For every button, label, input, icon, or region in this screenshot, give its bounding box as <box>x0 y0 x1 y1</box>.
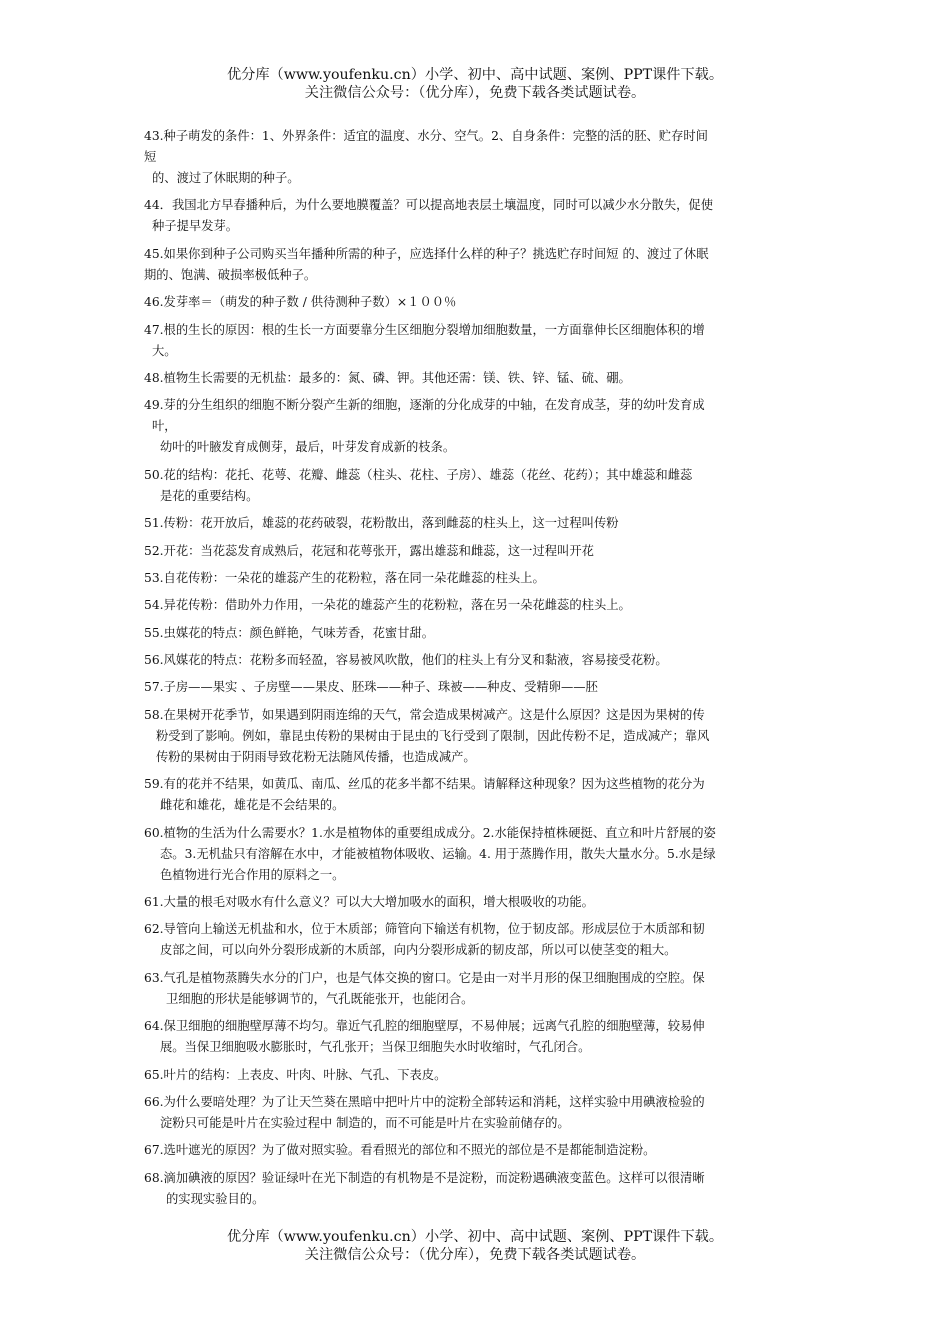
list-item-59 <box>144 774 808 816</box>
list-item-57 <box>144 677 808 698</box>
list-item-44 <box>144 195 808 237</box>
item-60-line-3: 色植物进行光合作用的原料之一。 <box>160 867 345 882</box>
item-59-line-2: 雌花和雄花，雄花是不会结果的。 <box>160 798 345 813</box>
list-item-47 <box>144 320 808 362</box>
item-58-line-2: 粉受到了影响。例如，靠昆虫传粉的果树由于昆虫的飞行受到了限制，因此传粉不足，造成减产；靠风 <box>156 728 710 743</box>
list-item-56 <box>144 650 808 671</box>
item-63-line-2: 卫细胞的形状是能够调节的，气孔既能张开，也能闭合。 <box>166 991 474 1006</box>
item-45-line-2: 期的、饱满、破损率极低种子。 <box>144 267 317 282</box>
item-68-line-2: 的实现实验目的。 <box>166 1191 265 1206</box>
item-64-line-1: 64.保卫细胞的细胞壁厚薄不均匀。靠近气孔腔的细胞壁厚，不易伸展；远离气孔腔的细胞壁薄，较易伸 <box>144 1019 705 1034</box>
list-item-45 <box>144 244 808 286</box>
item-64-line-2: 展。当保卫细胞吸水膨胀时，气孔张开；当保卫细胞失水时收缩时，气孔闭合。 <box>160 1040 591 1055</box>
list-item-54 <box>144 595 808 616</box>
item-60-line-2: 态。3.无机盐只有溶解在水中，才能被植物体吸收、运输。4. 用于蒸腾作用，散失大量水分。5.水是绿 <box>160 846 716 861</box>
list-item-48 <box>144 368 808 389</box>
item-50-line-1: 50.花的结构：花托、花萼、花瓣、雌蕊（柱头、花柱、子房）、雄蕊（花丝、花药）；其中雄蕊和雌蕊 <box>144 467 693 482</box>
list-item-51 <box>144 513 808 534</box>
item-65-line-1: 65.叶片的结构：上表皮、叶肉、叶脉、气孔、下表皮。 <box>144 1067 447 1082</box>
list-item-46 <box>144 292 808 313</box>
list-item-67 <box>144 1140 808 1161</box>
item-43-line-3: 的、渡过了休眠期的种子。 <box>152 171 300 185</box>
footer-line-1: 优分库（www.youfenku.cn）小学、初中、高中试题、案例、PPT课件下载。 <box>226 1229 724 1245</box>
item-68-line-1: 68.滴加碘液的原因？验证绿叶在光下制造的有机物是不是淀粉，而淀粉遇碘液变蓝色。这样可以很清晰 <box>144 1170 705 1185</box>
list-item-50 <box>144 465 808 507</box>
item-62-line-1: 62.导管向上输送无机盐和水，位于木质部；筛管向下输送有机物，位于韧皮部。形成层位于木质部和韧 <box>144 922 705 937</box>
item-44-line-1: 44．我国北方早春播种后，为什么要地膜覆盖？可以提高地表层土壤温度，同时可以减少水分散失，促使 <box>144 198 714 213</box>
item-63-line-1: 63.气孔是植物蒸腾失水分的门户，也是气体交换的窗口。它是由一对半月形的保卫细胞围成的空腔。保 <box>144 970 705 985</box>
item-48-line-1: 48.植物生长需要的无机盐：最多的：氮、磷、钾。其他还需：镁、铁、锌、锰、硫、硼。 <box>144 370 631 385</box>
item-67-line-1: 67.选叶遮光的原因？为了做对照实验。看看照光的部位和不照光的部位是不是都能制造淀粉。 <box>144 1143 656 1158</box>
list-item-65 <box>144 1065 808 1086</box>
list-item-62 <box>144 919 808 961</box>
list-item-61 <box>144 892 808 913</box>
list-item-68 <box>144 1168 808 1210</box>
item-46-line-1: 46.发芽率＝（萌发的种子数 / 供待测种子数）×１００％ <box>144 295 457 310</box>
item-53-line-1: 53.自花传粉：一朵花的雄蕊产生的花粉粒，落在同一朵花雌蕊的柱头上。 <box>144 570 545 585</box>
page-footer <box>0 1228 950 1264</box>
item-47-line-2: 大。 <box>152 343 177 358</box>
item-44-line-2: 种子提早发芽。 <box>152 219 239 234</box>
list-item-60 <box>144 823 808 886</box>
page-header <box>0 66 950 102</box>
item-66-line-1: 66.为什么要暗处理？为了让天竺葵在黑暗中把叶片中的淀粉全部转运和消耗，这样实验中用碘液检验的 <box>144 1094 705 1109</box>
item-59-line-1: 59.有的花并不结果，如黄瓜、南瓜、丝瓜的花多半都不结果。请解释这种现象？因为这些植物的花分为 <box>144 777 705 792</box>
item-50-line-2: 是花的重要结构。 <box>160 488 259 503</box>
item-61-line-1: 61.大量的根毛对吸水有什么意义？可以大大增加吸水的面积，增大根吸收的功能。 <box>144 895 594 910</box>
item-54-line-1: 54.异花传粉：借助外力作用，一朵花的雄蕊产生的花粉粒，落在另一朵花雌蕊的柱头上。 <box>144 598 631 613</box>
item-45-line-1: 45.如果你到种子公司购买当年播种所需的种子，应选择什么样的种子？挑选贮存时间短 的、渡过了休眠 <box>144 246 709 261</box>
list-item-63 <box>144 968 808 1010</box>
item-60-line-1: 60.植物的生活为什么需要水？1.水是植物体的重要组成成分。2.水能保持植株硬挺、直立和叶片舒展的姿 <box>144 825 716 840</box>
item-62-line-2: 皮部之间，可以向外分裂形成新的木质部，向内分裂形成新的韧皮部，所以可以使茎变的粗大。 <box>160 943 677 958</box>
list-item-64 <box>144 1016 808 1058</box>
list-item-55 <box>144 623 808 644</box>
item-58-line-1: 58.在果树开花季节，如果遇到阴雨连绵的天气，常会造成果树减产。这是什么原因？这是因为果树的传 <box>144 707 705 722</box>
list-item-43 <box>144 126 808 189</box>
item-47-line-1: 47.根的生长的原因：根的生长一方面要靠分生区细胞分裂增加细胞数量，一方面靠伸长区细胞体积的增 <box>144 322 705 337</box>
item-66-line-2: 淀粉只可能是叶片在实验过程中 制造的，而不可能是叶片在实验前储存的。 <box>160 1115 570 1130</box>
list-item-53 <box>144 568 808 589</box>
list-item-49 <box>144 395 808 458</box>
item-52-line-1: 52.开花：当花蕊发育成熟后，花冠和花萼张开，露出雄蕊和雌蕊，这一过程叫开花 <box>144 543 594 558</box>
item-49-line-1: 49.芽的分生组织的细胞不断分裂产生新的细胞，逐渐的分化成芽的中轴，在发育成茎，芽的幼叶发育成 <box>144 398 705 413</box>
item-51-line-1: 51.传粉：花开放后，雄蕊的花药破裂，花粉散出，落到雌蕊的柱头上，这一过程叫传粉 <box>144 516 619 531</box>
list-item-66 <box>144 1092 808 1134</box>
item-49-line-3: 幼叶的叶腋发育成侧芽，最后，叶芽发育成新的枝条。 <box>160 440 456 455</box>
document-body <box>144 126 808 1216</box>
item-43-line-1: 43.种子萌发的条件：1、外界条件：适宜的温度、水分、空气。2、自身条件：完整的活的胚、贮存时间 <box>144 129 708 143</box>
list-item-58 <box>144 705 808 768</box>
list-item-52 <box>144 541 808 562</box>
header-line-1: 优分库（www.youfenku.cn）小学、初中、高中试题、案例、PPT课件下载。 <box>226 67 724 83</box>
item-58-line-3: 传粉的果树由于阴雨导致花粉无法随风传播，也造成减产。 <box>156 749 476 764</box>
header-line-2: 关注微信公众号：（优分库），免费下载各类试题试卷。 <box>304 85 646 101</box>
item-49-line-2: 叶， <box>152 419 177 434</box>
footer-line-2: 关注微信公众号：（优分库），免费下载各类试题试卷。 <box>304 1247 646 1263</box>
item-57-line-1: 57.子房——果实 、子房壁——果皮、胚珠——种子、珠被——种皮、受精卵——胚 <box>144 680 598 695</box>
item-55-line-1: 55.虫媒花的特点：颜色鲜艳，气味芳香，花蜜甘甜。 <box>144 625 435 640</box>
item-56-line-1: 56.风媒花的特点：花粉多而轻盈，容易被风吹散，他们的柱头上有分叉和黏液，容易接受花粉。 <box>144 653 668 668</box>
item-43-line-2: 短 <box>144 150 157 164</box>
